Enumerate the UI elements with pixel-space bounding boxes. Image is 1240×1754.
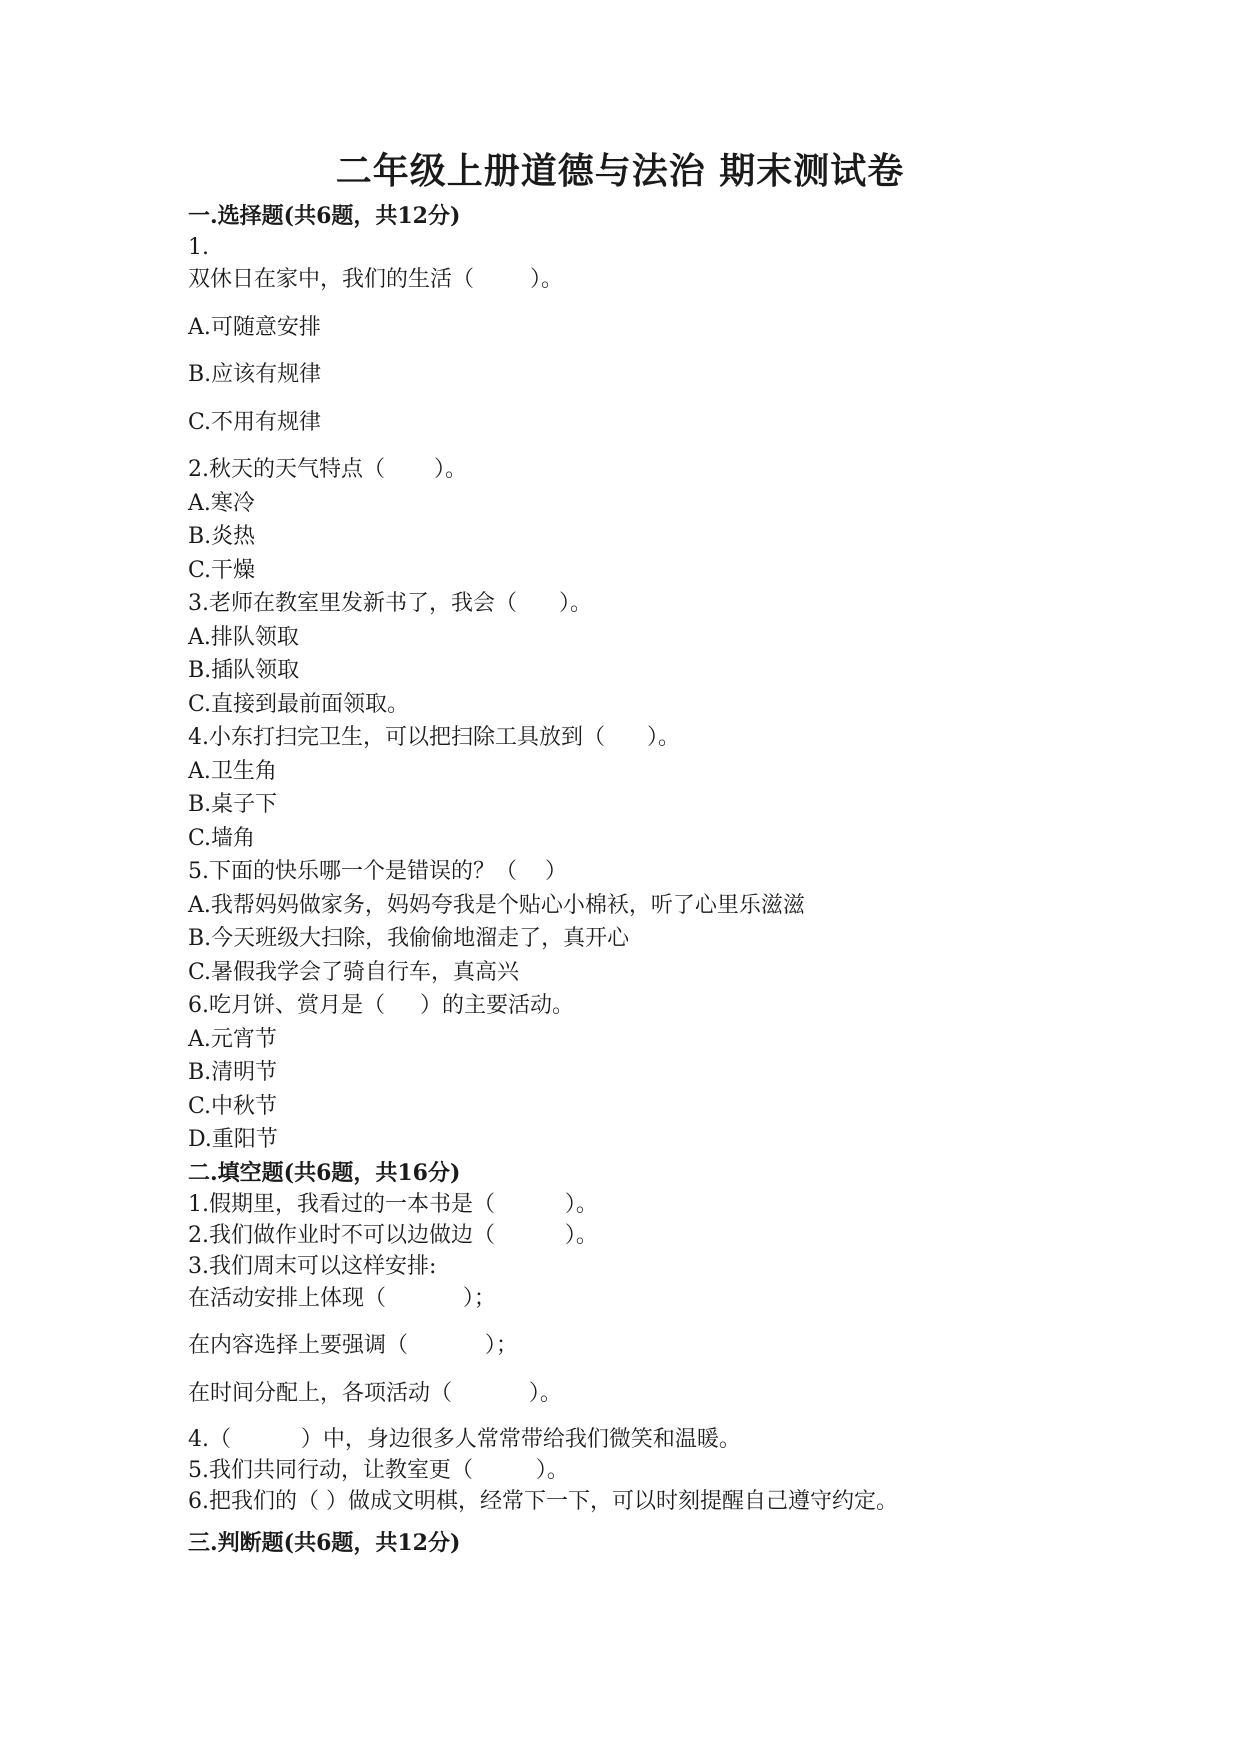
question-5 bbox=[188, 855, 1058, 989]
fill-part-1: 在活动安排上体现（ ）； bbox=[188, 1285, 496, 1311]
option-a: A.我帮妈妈做家务，妈妈夸我是个贴心小棉袄，听了心里乐滋滋 bbox=[188, 892, 805, 918]
fill-question-4: 4.（ ）中，身边很多人常常带给我们微笑和温暖。 bbox=[188, 1427, 741, 1452]
option-c: C.暑假我学会了骑自行车，真高兴 bbox=[188, 959, 520, 985]
section-heading-choice: 一.选择题(共6题，共12分) bbox=[188, 203, 461, 229]
question-3 bbox=[188, 587, 1058, 721]
option-a: A.卫生角 bbox=[188, 758, 277, 784]
fill-question-2: 2.我们做作业时不可以边做边（ ）。 bbox=[188, 1222, 598, 1248]
option-a: A.元宵节 bbox=[188, 1026, 277, 1052]
option-b: B.应该有规律 bbox=[188, 362, 322, 387]
question-stem: 3.我们周末可以这样安排: bbox=[188, 1253, 437, 1279]
fill-question-3 bbox=[188, 1251, 1058, 1411]
option-b: B.炎热 bbox=[188, 524, 256, 549]
option-c: C.中秋节 bbox=[188, 1093, 278, 1119]
question-stem: 4.小东打扫完卫生，可以把扫除工具放到（ ）。 bbox=[188, 725, 680, 750]
fill-part-3: 在时间分配上，各项活动（ ）。 bbox=[188, 1380, 562, 1406]
option-b: B.清明节 bbox=[188, 1060, 278, 1085]
question-2 bbox=[188, 453, 1058, 587]
option-a: A.寒冷 bbox=[188, 490, 255, 516]
question-1 bbox=[188, 232, 1058, 439]
option-c: C.墙角 bbox=[188, 825, 256, 851]
question-stem: 5.下面的快乐哪一个是错误的？（ ） bbox=[188, 859, 567, 884]
option-b: B.今天班级大扫除，我偷偷地溜走了，真开心 bbox=[188, 926, 630, 951]
option-c: C.不用有规律 bbox=[188, 409, 322, 435]
exam-title: 二年级上册道德与法治 期末测试卷 bbox=[335, 150, 905, 192]
fill-question-1: 1.假期里，我看过的一本书是（ ）。 bbox=[188, 1191, 598, 1217]
option-a: A.排队领取 bbox=[188, 624, 299, 650]
option-b: B.桌子下 bbox=[188, 792, 278, 817]
section-heading-fill-blank: 二.填空题(共6题，共16分) bbox=[188, 1159, 461, 1186]
option-b: B.插队领取 bbox=[188, 658, 300, 683]
question-stem: 双休日在家中，我们的生活（ ）。 bbox=[188, 267, 563, 292]
question-stem: 6.吃月饼、赏月是（ ）的主要活动。 bbox=[188, 993, 574, 1018]
exam-content bbox=[188, 200, 1058, 1559]
question-stem: 3.老师在教室里发新书了，我会（ ）。 bbox=[188, 591, 592, 616]
question-6 bbox=[188, 989, 1058, 1157]
fill-part-2: 在内容选择上要强调（ ）； bbox=[188, 1333, 518, 1358]
fill-question-6: 6.把我们的（ ）做成文明棋，经常下一下，可以时刻提醒自己遵守约定。 bbox=[188, 1489, 898, 1514]
option-c: C.直接到最前面领取。 bbox=[188, 691, 410, 717]
question-stem: 2.秋天的天气特点（ ）。 bbox=[188, 457, 467, 482]
option-a: A.可随意安排 bbox=[188, 314, 321, 340]
option-c: C.干燥 bbox=[188, 557, 256, 583]
option-d: D.重阳节 bbox=[188, 1127, 278, 1152]
question-number: 1. bbox=[188, 235, 209, 260]
question-4 bbox=[188, 721, 1058, 855]
fill-question-5: 5.我们共同行动，让教室更（ ）。 bbox=[188, 1458, 569, 1483]
section-heading-true-false: 三.判断题(共6题，共12分) bbox=[188, 1530, 461, 1556]
